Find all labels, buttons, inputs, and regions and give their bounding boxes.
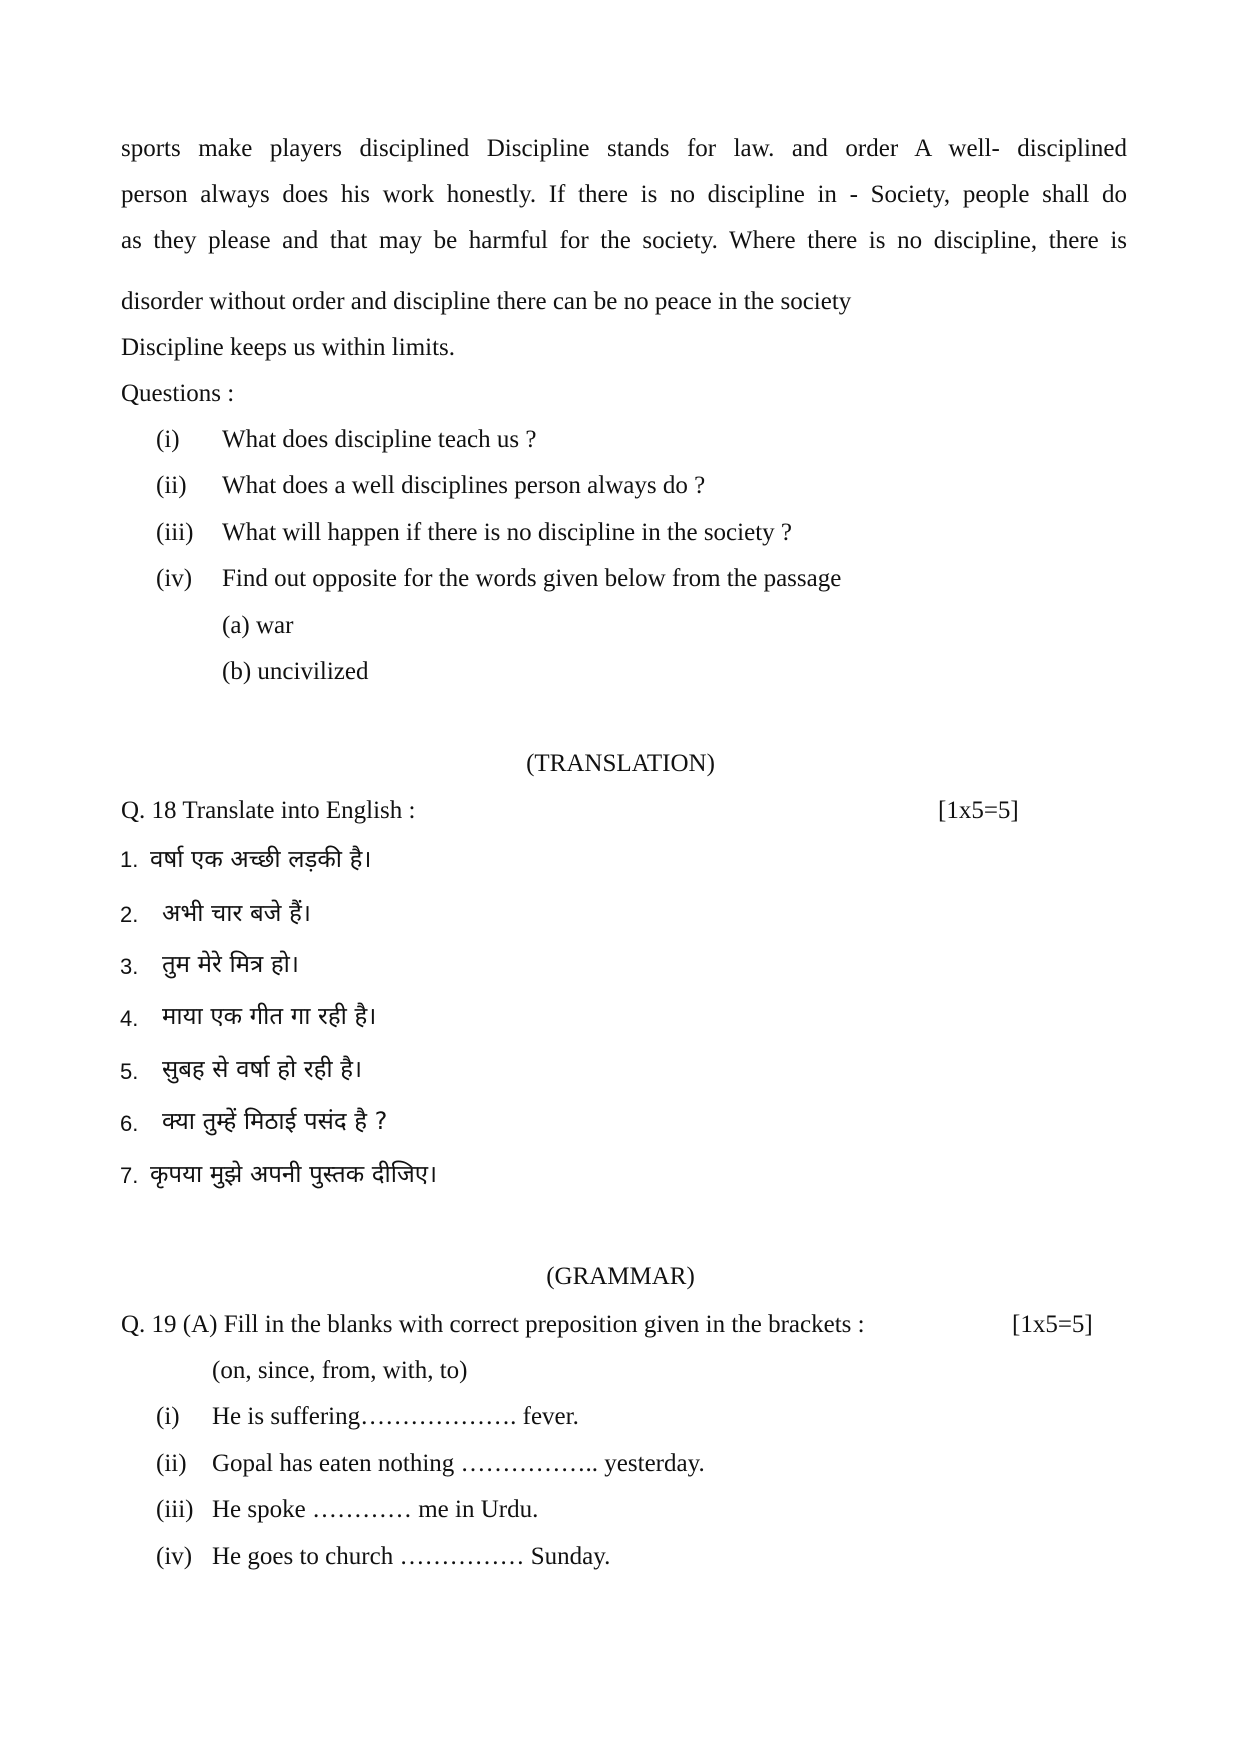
sentence-number: 4.: [120, 1006, 139, 1031]
q18-label: Q. 18 Translate into English :: [121, 797, 416, 824]
hindi-sentence: वर्षा एक अच्छी लड़की है।: [150, 845, 372, 873]
passage-line: person always does his work honestly. If there is no discipline in - Society, people shall do: [121, 181, 1127, 208]
blank-sentence: He is suffering………………. fever.: [212, 1403, 579, 1430]
hindi-sentence: माया एक गीत गा रही है।: [162, 1002, 377, 1030]
preposition-options: (on, since, from, with, to): [212, 1357, 468, 1384]
question-number: (ii): [156, 472, 187, 499]
sentence-number: 1.: [120, 847, 139, 872]
hindi-sentence: क्या तुम्हें मिठाई पसंद है ?: [162, 1107, 388, 1135]
q19-marks: [1x5=5]: [1012, 1311, 1093, 1338]
blank-number: (i): [156, 1403, 180, 1430]
blank-sentence: He goes to church …………… Sunday.: [212, 1543, 611, 1570]
sub-item: (a) war: [222, 612, 294, 639]
question-text: What does a well disciplines person always do ?: [222, 472, 706, 499]
passage-closing-line: Discipline keeps us within limits.: [121, 334, 456, 361]
q18-marks: [1x5=5]: [938, 797, 1019, 824]
question-text: What does discipline teach us ?: [222, 426, 537, 453]
hindi-sentence: तुम मेरे मित्र हो।: [162, 950, 299, 978]
blank-number: (iv): [156, 1543, 193, 1570]
passage-line: as they please and that may be harmful for the society. Where there is no discipline, there is: [121, 227, 1127, 254]
q19-label: Q. 19 (A) Fill in the blanks with correct preposition given in the brackets :: [121, 1311, 865, 1338]
sub-item: (b) uncivilized: [222, 658, 369, 685]
translation-heading: (TRANSLATION): [526, 750, 715, 777]
hindi-sentence: सुबह से वर्षा हो रही है।: [162, 1055, 363, 1083]
question-number: (iii): [156, 519, 194, 546]
question-text: Find out opposite for the words given below from the passage: [222, 565, 842, 592]
sentence-number: 5.: [120, 1059, 139, 1084]
hindi-sentence: अभी चार बजे हैं।: [162, 899, 311, 927]
questions-label: Questions :: [121, 380, 235, 407]
grammar-heading: (GRAMMAR): [546, 1263, 695, 1290]
question-number: (i): [156, 426, 180, 453]
question-text: What will happen if there is no discipline in the society ?: [222, 519, 792, 546]
blank-number: (iii): [156, 1496, 194, 1523]
sentence-number: 2.: [120, 902, 139, 927]
sentence-number: 6.: [120, 1111, 139, 1136]
question-number: (iv): [156, 565, 193, 592]
hindi-sentence: कृपया मुझे अपनी पुस्तक दीजिए।: [150, 1160, 438, 1188]
blank-sentence: Gopal has eaten nothing …………….. yesterday.: [212, 1450, 705, 1477]
blank-sentence: He spoke ………… me in Urdu.: [212, 1496, 539, 1523]
blank-number: (ii): [156, 1450, 187, 1477]
sentence-number: 7.: [120, 1163, 139, 1188]
passage-line: disorder without order and discipline there can be no peace in the society: [121, 288, 852, 315]
sentence-number: 3.: [120, 954, 139, 979]
passage-line: sports make players disciplined Discipline stands for law. and order A well- disciplined: [121, 135, 1127, 162]
